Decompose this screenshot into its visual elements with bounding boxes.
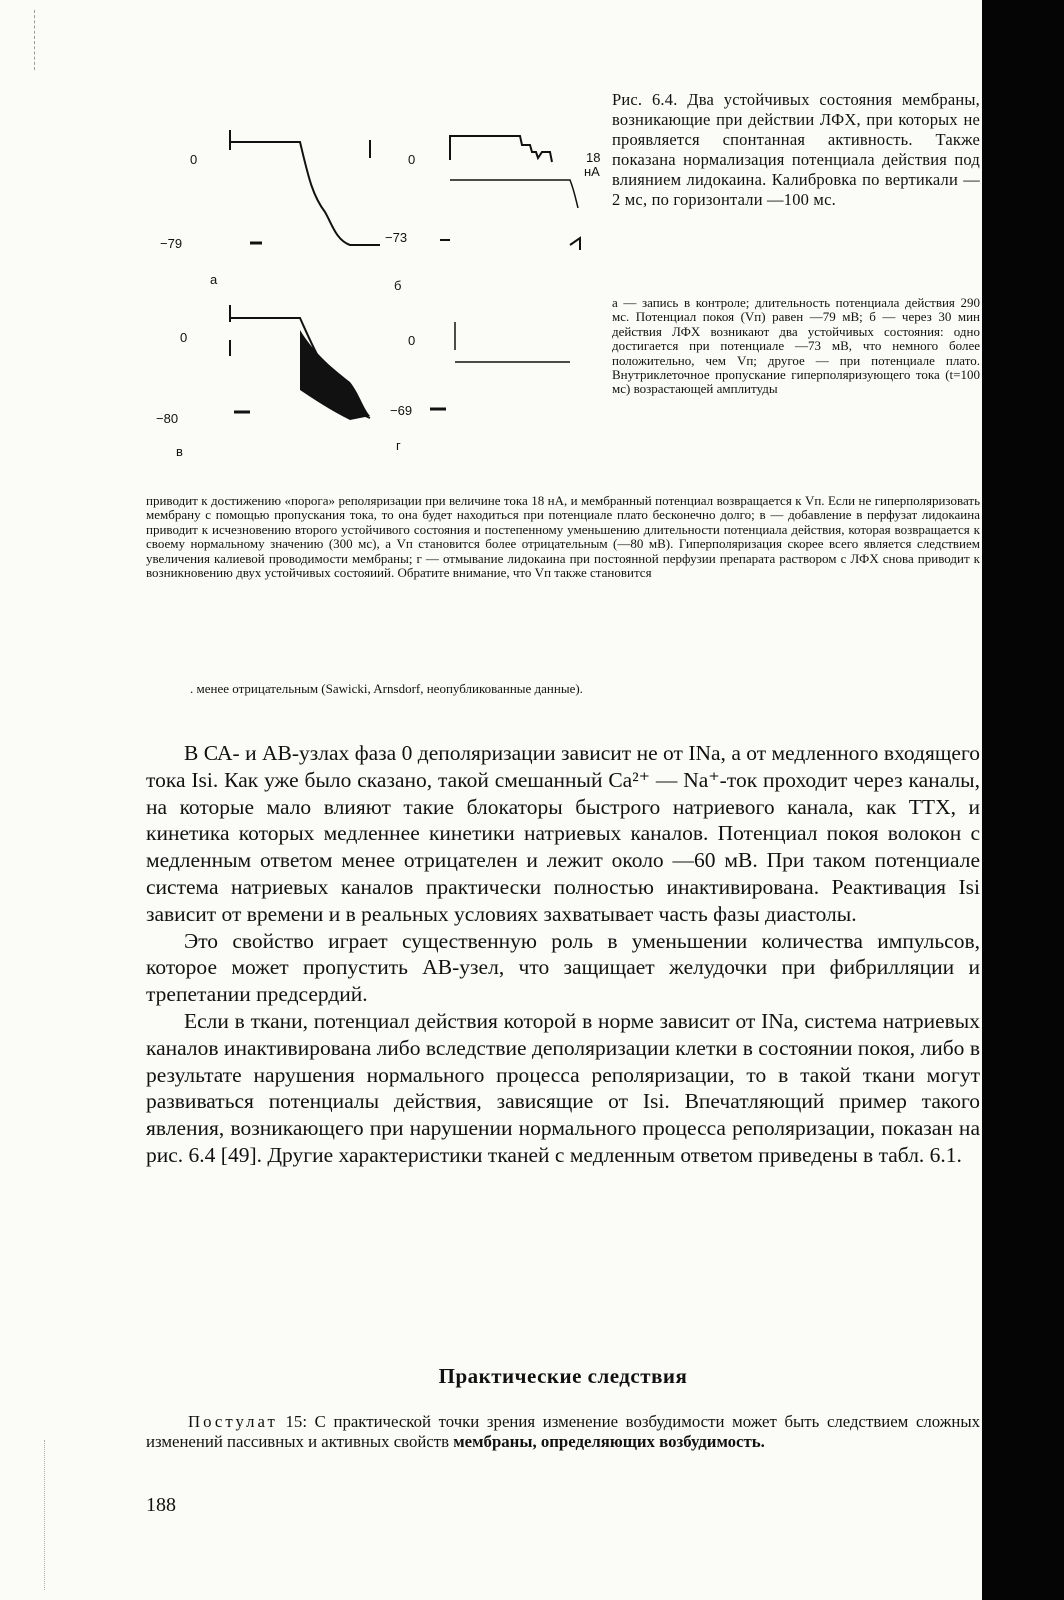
panel-g-letter: г <box>396 438 401 453</box>
panel-v-letter: в <box>176 444 183 459</box>
panel-a-bottom-label: −79 <box>160 236 183 251</box>
body-text <box>146 740 980 1169</box>
panel-g <box>390 322 570 453</box>
panel-b-bottom-label: −73 <box>385 230 408 245</box>
scan-margin-mark <box>34 10 39 70</box>
panel-g-bottom-label: −69 <box>390 403 413 418</box>
section-heading: Практические следствия <box>438 1364 688 1388</box>
panel-a-letter: а <box>210 272 218 287</box>
panel-a-top-label: 0 <box>190 152 198 167</box>
postulate-label: Постулат <box>188 1412 278 1431</box>
postulate-bold-text: мембраны, определяющих возбудимость. <box>453 1432 765 1451</box>
scan-dark-edge <box>982 0 1064 1600</box>
figure-caption-legend: а — запись в контроле; длительность потенциала действия 290 мс. Потенциал покоя (Vп) равен —79 мВ; б — через 30 мин действия ЛФХ возникают два устойчивых состояния: одно достигается при потенциале —73 мВ, что немного более положительно, чем Vп; другое — при потенциале плато. Внутриклеточное пропускание гиперполяризующего тока (t=100 мс) возрастающей амплитуды <box>612 295 980 397</box>
panel-a <box>160 130 380 287</box>
figure-caption-source: . менее отрицательным (Sawicki, Arnsdorf, неопубликованные данные). <box>190 681 583 696</box>
panel-v <box>156 305 370 459</box>
figure-6-4 <box>150 100 610 470</box>
page-number: 188 <box>146 1494 176 1516</box>
panel-v-bottom-label: −80 <box>156 411 179 426</box>
panel-b-letter: б <box>394 278 402 293</box>
panel-v-top-label: 0 <box>180 330 188 345</box>
paragraph-2: Это свойство играет существенную роль в уменьшении количества импульсов, которое может пропустить АВ-узел, что защищает желудочки при фибрилляции и трепетании предсердий. <box>146 928 980 1007</box>
postulate-text: 15: С практической точки зрения изменение возбудимости может быть следствием сложных изменений пассивных и активных свойств <box>146 1412 980 1451</box>
scan-margin-mark <box>44 1440 49 1590</box>
figure-traces <box>150 100 610 470</box>
panel-b-top-label: 0 <box>408 152 416 167</box>
postulate-paragraph <box>146 1412 980 1452</box>
figure-caption-legend-continued: приводит к достижению «порога» реполяризации при величине тока 18 нА, и мембранный потенциал возвращается к Vп. Если не гиперполяризовать мембрану с помощью пропускания тока, то она будет находиться при потенциале плато бесконечно долго; в — добавление в перфузат лидокаина приводит к исчезновению второго устойчивого состояния и постепенному уменьшению длительности потенциала действия, которая возвращается к своему нормальному значению (300 мс), а Vп становится более отрицательным (—80 мВ). Гиперполяризация скорее всего является следствием увеличения калиевой проводимости мембраны; г — отмывание лидокаина при постоянной перфузии препарата раствором с ЛФХ снова приводит к возникновению двух устойчивых состояиий. Обратите внимание, что Vп также становится <box>146 493 980 581</box>
panel-b <box>385 136 600 293</box>
paragraph-3: Если в ткани, потенциал действия которой в норме зависит от INa, система натриевых каналов инактивирована либо вследствие деполяризации клетки в состоянии покоя, либо в результате нарушения нормального процесса реполяризации, то в такой ткани могут развиваться потенциалы действия, зависящие от Isi. Впечатляющий пример такого явления, возникающего при нарушении нормального процесса реполяризации, показан на рис. 6.4 [49]. Другие характеристики тканей с медленным ответом приведены в табл. 6.1. <box>146 1008 980 1167</box>
panel-g-top-label: 0 <box>408 333 416 348</box>
panel-b-current-unit: нА <box>584 164 600 179</box>
paragraph-1: В СА- и АВ-узлах фаза 0 деполяризации зависит не от INa, а от медленного входящего тока Isi. Как уже было сказано, такой смешанный Ca²⁺ — Na⁺-ток проходит через каналы, на которые мало влияют такие блокаторы быстрого натриевого канала, как ТТХ, и кинетика которых медленнее кинетики натриевых каналов. Потенциал покоя волокон с медленным ответом менее отрицателен и лежит около —60 мВ. При таком потенциале система натриевых каналов практически полностью инактивирована. Реактивация Isi зависит от времени и в реальных условиях захватывает часть фазы диастолы. <box>146 741 980 926</box>
figure-caption-title: Рис. 6.4. Два устойчивых состояния мембраны, возникающие при действии ЛФХ, при которых не проявляется спонтанная активность. Также показана нормализация потенциала действия под влиянием лидокаина. Калибровка по вертикали —2 мс, по горизонтали —100 мс. <box>612 90 980 209</box>
panel-b-current-value: 18 <box>586 150 601 165</box>
